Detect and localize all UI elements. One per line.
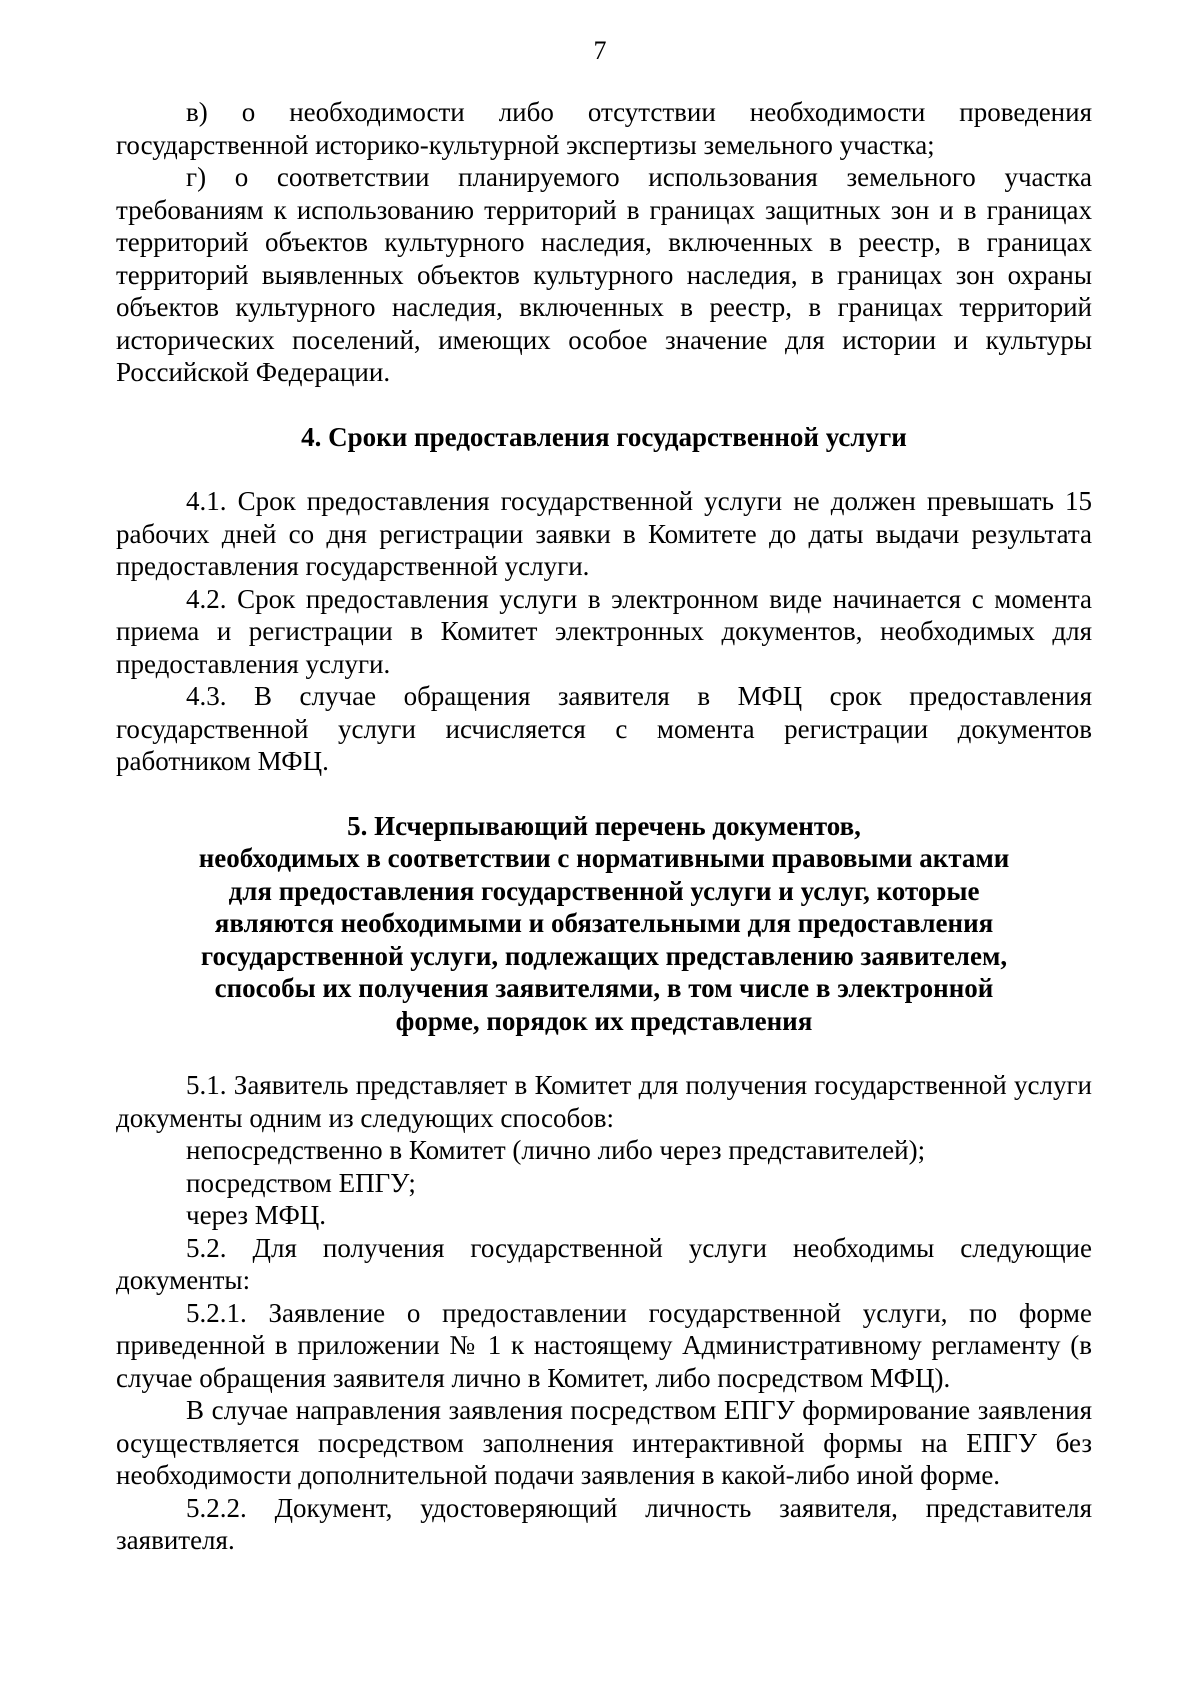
spacer <box>116 1037 1092 1069</box>
paragraph-epgu: В случае направления заявления посредством ЕПГУ формирование заявления осуществляется посредством заполнения интерактивной формы на ЕПГУ без необходимости дополнительной подачи заявления в какой-либо иной форме. <box>116 1395 1092 1490</box>
page-number: 7 <box>593 36 607 65</box>
section-5-heading <box>116 810 1092 1038</box>
section-5-heading-line: способы их получения заявителями, в том числе в электронной <box>214 973 994 1003</box>
section-5-heading-line: 5. Исчерпывающий перечень документов, <box>347 810 861 841</box>
spacer <box>116 778 1092 810</box>
paragraph-5-2-1: 5.2.1. Заявление о предоставлении государственной услуги, по форме приведенной в приложении № 1 к настоящему Административному регламенту (в случае обращения заявителя лично в Комитет, либо посредством МФЦ). <box>116 1297 1092 1393</box>
paragraph-4-1: 4.1. Срок предоставления государственной услуги не должен превышать 15 рабочих дней со дня регистрации заявки в Комитете до даты выдачи результата предоставления государственной услуги. <box>116 486 1092 581</box>
paragraph-5-1: 5.1. Заявитель представляет в Комитет для получения государственной услуги документы одним из следующих способов: <box>116 1070 1092 1133</box>
paragraph-item-v: в) о необходимости либо отсутствии необходимости проведения государственной историко-культурной экспертизы земельного участка; <box>116 97 1092 160</box>
paragraph-4-3: 4.3. В случае обращения заявителя в МФЦ срок предоставления государственной услуги исчисляется с момента регистрации документов работником МФЦ. <box>116 681 1092 776</box>
spacer <box>116 389 1092 421</box>
section-5-heading-line: являются необходимыми и обязательными для предоставления <box>214 908 994 938</box>
section-5-heading-line: государственной услуги, подлежащих представлению заявителем, <box>200 940 1008 971</box>
paragraph-item-g: г) о соответствии планируемого использования земельного участка требованиям к использованию территорий в границах защитных зон и в границах территорий объектов культурного наследия, включенных в реестр, в границах территорий выявленных объектов культурного наследия, в границах зон охраны объектов культурного наследия, включенных в реестр, в границах территорий исторических поселений, имеющих особое значение для истории и культуры Российской Федерации. <box>116 162 1092 387</box>
list-item-method: посредством ЕПГУ; <box>186 1167 416 1198</box>
document-body <box>116 96 1092 1557</box>
paragraph-5-2: 5.2. Для получения государственной услуги необходимы следующие документы: <box>116 1232 1092 1295</box>
spacer <box>116 453 1092 485</box>
list-item-method: непосредственно в Комитет (лично либо через представителей); <box>186 1135 926 1165</box>
section-5-heading-line: необходимых в соответствии с нормативными правовыми актами <box>198 843 1010 873</box>
list-item-method: через МФЦ. <box>186 1200 327 1230</box>
paragraph-4-2: 4.2. Срок предоставления услуги в электронном виде начинается с момента приема и регистрации в Комитет электронных документов, необходимых для предоставления услуги. <box>116 583 1092 679</box>
section-5-heading-line: для предоставления государственной услуги и услуг, которые <box>228 875 980 906</box>
paragraph-5-2-2: 5.2.2. Документ, удостоверяющий личность заявителя, представителя заявителя. <box>116 1492 1092 1555</box>
section-5-heading-line: форме, порядок их представления <box>395 1005 813 1036</box>
section-4-heading: 4. Сроки предоставления государственной услуги <box>301 421 907 452</box>
